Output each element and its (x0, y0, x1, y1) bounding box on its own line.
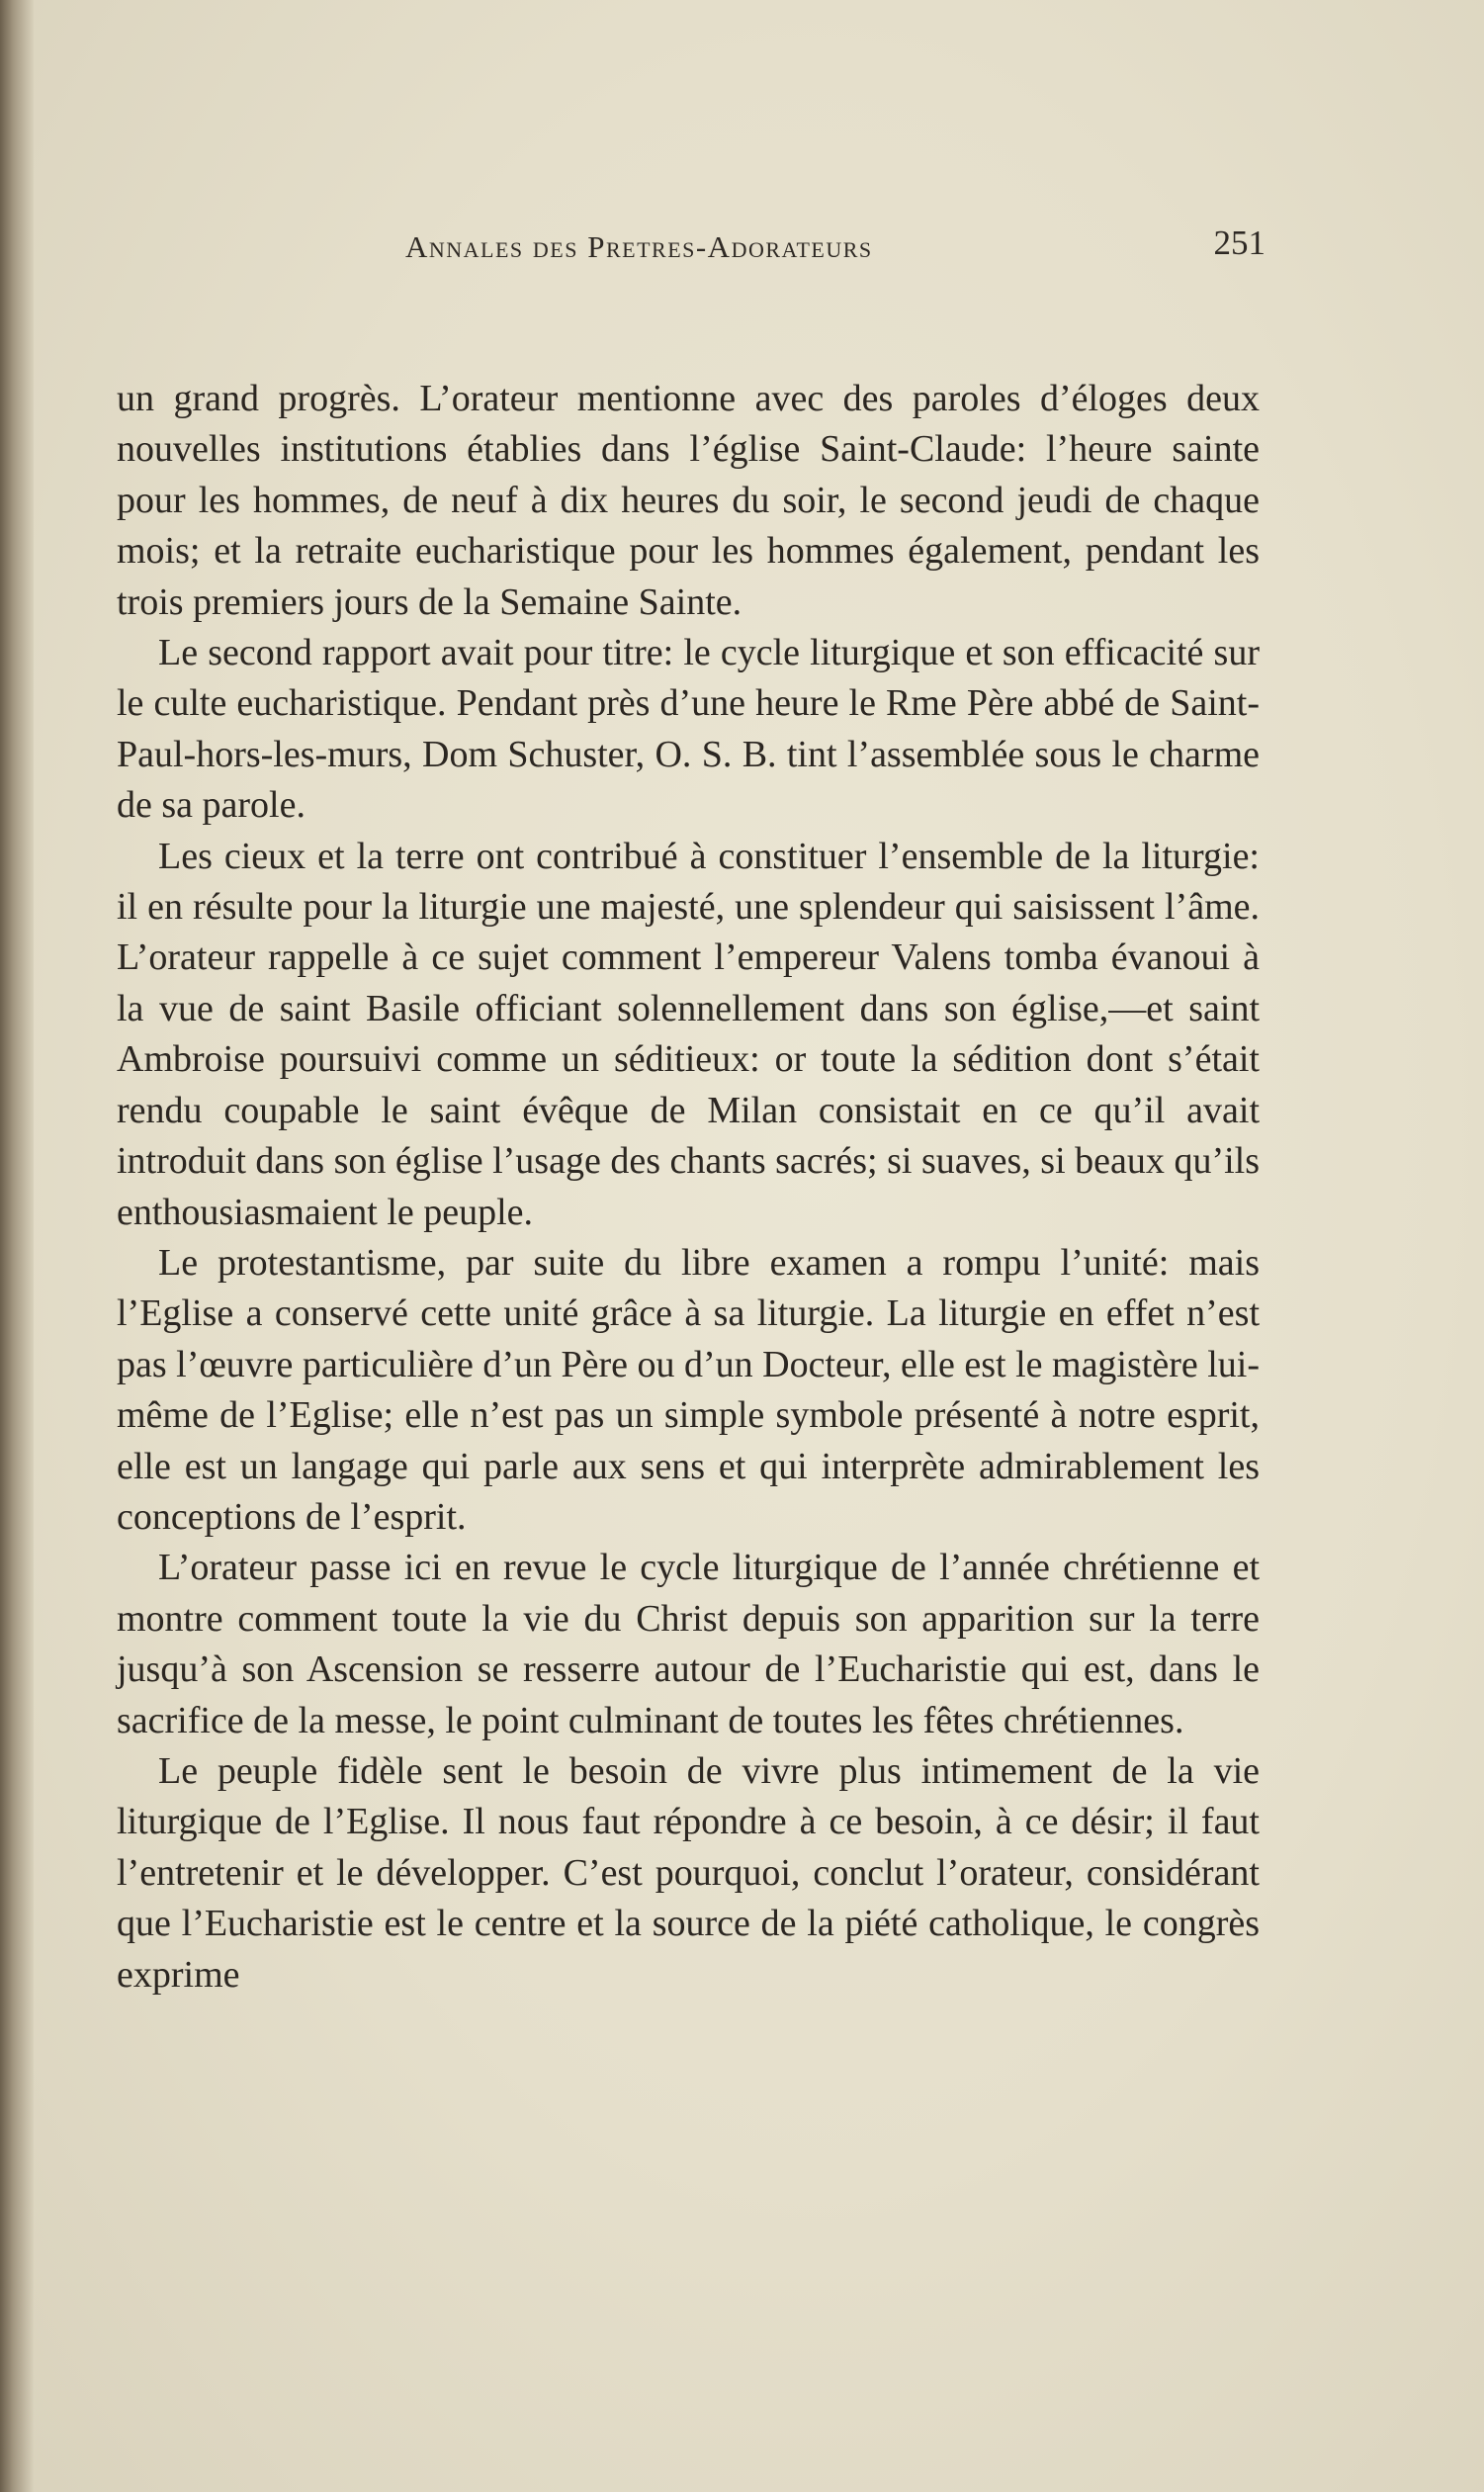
page-number: 251 (1213, 223, 1266, 262)
paragraph: L’orateur passe ici en revue le cycle liturgique de l’année chrétienne et montre comment toute la vie du Christ depuis son apparition sur la terre jusqu’à son Ascension se resserre autour de l’Eucharistie qui est, dans le sacrifice de la messe, le point culminant de toutes les fêtes chrétiennes. (117, 1547, 1260, 1741)
running-head (119, 223, 1266, 283)
paragraph: Le second rapport avait pour titre: le cycle liturgique et son efficacité sur le culte eucharistique. Pendant près d’une heure le Rme Père abbé de Saint-Paul-hors-les-murs, Dom Schuster, O. S. B. tint l’assemblée sous le charme de sa parole. (117, 632, 1260, 827)
paragraph: Le protestantisme, par suite du libre examen a rompu l’unité: mais l’Eglise a conservé cette unité grâce à sa liturgie. La liturgie en effet n’est pas l’œuvre particulière d’un Père ou d’un Docteur, elle est le magistère lui-même de l’Eglise; elle n’est pas un simple symbole présenté à notre esprit, elle est un langage qui parle aux sens et qui interprète admirablement les conceptions de l’esprit. (117, 1241, 1260, 1538)
paragraph: un grand progrès. L’orateur mentionne avec des paroles d’éloges deux nouvelles institutions établies dans l’église Saint-Claude: l’heure sainte pour les hommes, de neuf à dix heures du soir, le second jeudi de chaque mois; et la retraite eucharistique pour les hommes également, pendant les trois premiers jours de la Semaine Sainte. (117, 378, 1260, 623)
body-text (117, 374, 1260, 2001)
running-title: Annales des Pretres-Adorateurs (405, 229, 873, 264)
paragraph: Le peuple fidèle sent le besoin de vivre plus intimement de la vie liturgique de l’Eglise. Il nous faut répondre à ce besoin, à ce désir; il faut l’entretenir et le développer. C’est pourquoi, conclut l’orateur, considérant que l’Eucharistie est le centre et la source de la piété catholique, le congrès exprime (117, 1749, 1260, 1996)
binding-shadow (0, 0, 34, 2492)
paragraph: Les cieux et la terre ont contribué à constituer l’ensemble de la liturgie: il en résulte pour la liturgie une majesté, une splendeur qui saisissent l’âme. L’orateur rappelle à ce sujet comment l’empereur Valens tomba évanoui à la vue de saint Basile officiant solennellement dans son église,—et saint Ambroise poursuivi comme un séditieux: or toute la sédition dont s’était rendu coupable le saint évêque de Milan consistait en ce qu’il avait introduit dans son église l’usage des chants sacrés; si suaves, si beaux qu’ils enthousiasmaient le peuple. (117, 835, 1260, 1233)
